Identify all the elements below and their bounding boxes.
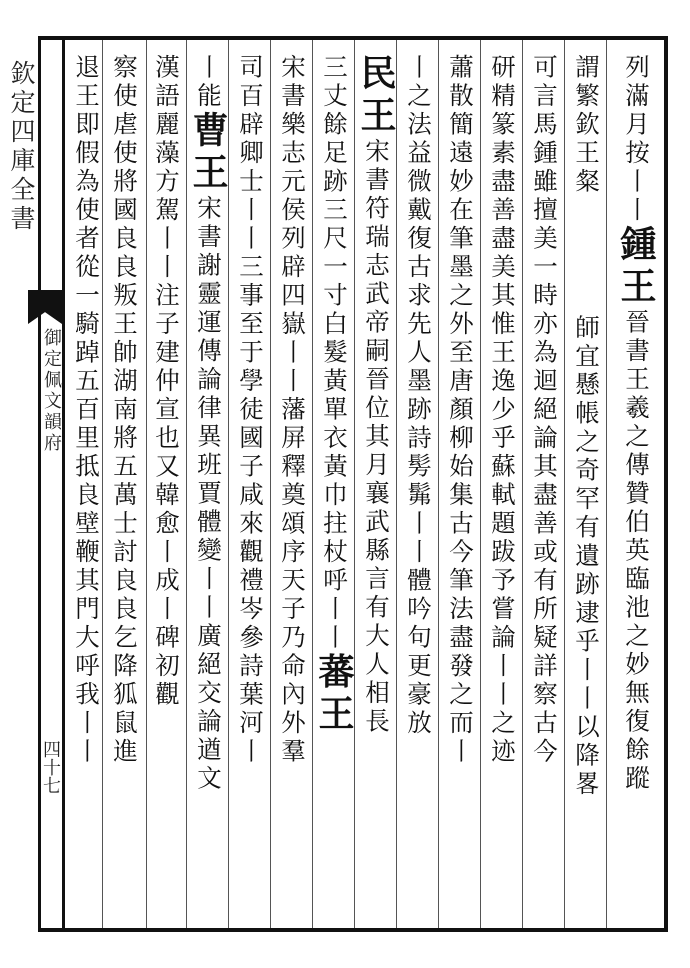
text-column-9: [276, 54, 308, 924]
column-divider: [270, 40, 271, 928]
column-text: 列滿月按丨丨: [622, 54, 651, 225]
column-divider: [146, 40, 147, 928]
text-column-3: [528, 54, 560, 924]
entry-heading: 民王: [355, 54, 397, 138]
text-column-7: [355, 54, 397, 924]
book-title: 欽定四庫全書: [7, 60, 36, 234]
column-text: 師宜懸帳之奇罕有遺跡逮乎丨丨以降畧: [572, 314, 601, 799]
text-column-6: [402, 54, 434, 924]
text-column-13: [108, 54, 140, 924]
column-text: 漢語麗藻方駕丨丨注子建仲宣也又韓愈丨成丨碑初觀: [152, 54, 181, 710]
text-column-11: [187, 54, 229, 924]
column-text: 晉書王羲之傳贊伯英臨池之妙無復餘蹤: [622, 309, 651, 794]
text-column-5: [444, 54, 476, 924]
column-divider: [522, 40, 523, 928]
gutter-rule: [62, 36, 65, 932]
text-column-10: [234, 54, 266, 924]
frame-bottom-rule: [38, 928, 668, 932]
text-column-12: [150, 54, 182, 924]
column-text: 退王即假為使者從一騎踔五百里抵良壁鞭其門大呼我丨丨: [72, 54, 101, 767]
text-column-8: [313, 54, 355, 924]
frame-top-rule: [38, 36, 668, 40]
column-text: 司百辟卿士丨丨三事至于學徒國子咸來觀禮岑參詩葉河丨: [236, 54, 265, 767]
entry-heading: 鍾王: [615, 225, 657, 309]
text-column-14: [70, 54, 102, 924]
column-text: 察使虐使將國良良叛王帥湖南將五萬士討良良乞降狐鼠進: [110, 54, 139, 767]
fishtail-mark: [28, 290, 62, 324]
column-text: 蕭散簡遠妙在筆墨之外至唐顏柳始集古今筆法盡發之而丨: [446, 54, 475, 767]
frame-right-rule: [664, 36, 668, 932]
text-column-2: [570, 54, 602, 924]
volume-title: 御定佩文韻府: [41, 328, 62, 454]
entry-heading: 曹王: [187, 111, 229, 195]
column-text: 可言馬鍾雖擅美一時亦為迴絕論其盡善或有所疑詳察古今: [530, 54, 559, 767]
column-divider: [354, 40, 355, 928]
column-text: 三丈餘足跡三尺一寸白髮黃單衣黃巾拄杖呼丨丨: [320, 54, 349, 653]
column-text: 謂繁欽王粲: [572, 54, 601, 197]
column-text: 丨能: [194, 54, 223, 111]
column-divider: [312, 40, 313, 928]
frame-left-rule: [38, 36, 41, 932]
entry-heading: 蕃王: [313, 652, 355, 737]
column-divider: [480, 40, 481, 928]
column-text: 丨之法益微戴復古求先人墨跡詩髣髴丨丨體吟句更豪放: [404, 54, 433, 738]
page-number: 四十七: [40, 740, 61, 794]
column-divider: [438, 40, 439, 928]
column-divider: [606, 40, 607, 928]
column-text: 宋書符瑞志武帝嗣晉位其月襄武縣言有大人相長: [362, 138, 391, 737]
column-divider: [102, 40, 103, 928]
column-text: 宋書謝靈運傳論律異班賈體變丨丨廣絕交論遒文: [194, 195, 223, 794]
text-column-1: [615, 54, 657, 924]
column-text: 研精篆素盡善盡美其惟王逸少乎蘇軾題跋予嘗論丨丨之迹: [488, 54, 517, 767]
column-divider: [396, 40, 397, 928]
column-text: 宋書樂志元侯列辟四嶽丨丨藩屏釋奠頌序天子乃命內外羣: [278, 54, 307, 767]
column-divider: [564, 40, 565, 928]
text-column-4: [486, 54, 518, 924]
